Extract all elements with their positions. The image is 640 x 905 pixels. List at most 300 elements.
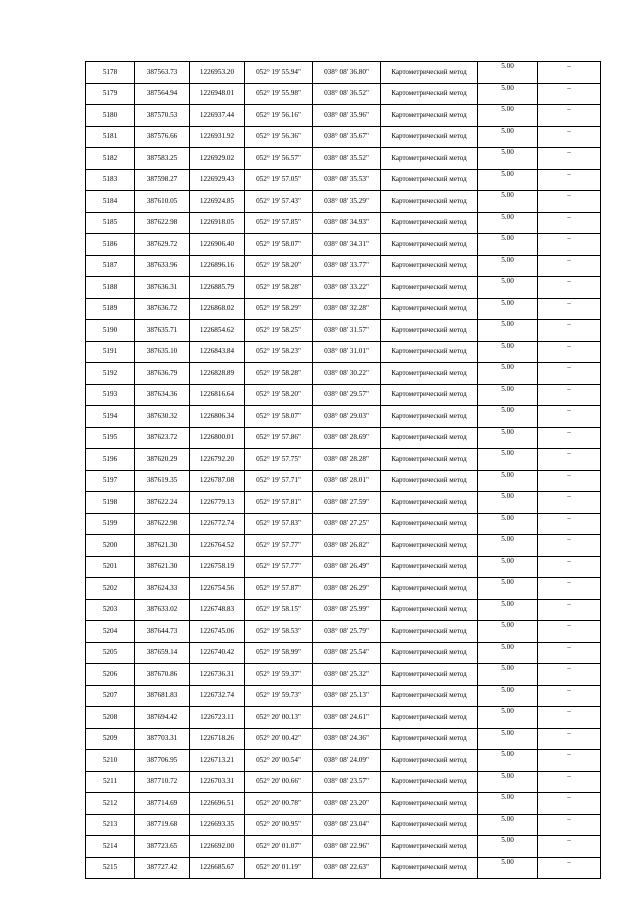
y-coordinate-cell: 1226692.00 xyxy=(190,836,245,858)
latitude-cell: 052° 19' 55.98" xyxy=(245,83,313,105)
table-row xyxy=(86,599,601,621)
table-row xyxy=(86,255,601,277)
latitude-cell: 052° 19' 55.94" xyxy=(245,62,313,84)
point-number-cell: 5196 xyxy=(86,449,135,471)
latitude-cell: 052° 19' 57.77" xyxy=(245,535,313,557)
latitude-cell: 052° 19' 57.05" xyxy=(245,169,313,191)
point-number-cell: 5215 xyxy=(86,857,135,879)
latitude-cell: 052° 19' 58.28" xyxy=(245,363,313,385)
method-cell: Картометрический метод xyxy=(381,427,478,449)
method-cell: Картометрический метод xyxy=(381,599,478,621)
latitude-cell: 052° 19' 57.81" xyxy=(245,492,313,514)
y-coordinate-cell: 1226703.31 xyxy=(190,771,245,793)
method-cell: Картометрический метод xyxy=(381,320,478,342)
table-row xyxy=(86,427,601,449)
note-cell: – xyxy=(538,857,601,879)
longitude-cell: 038° 08' 25.54" xyxy=(313,642,381,664)
table-row xyxy=(86,234,601,256)
method-cell: Картометрический метод xyxy=(381,255,478,277)
error-cell: 5.00 xyxy=(478,728,538,750)
x-coordinate-cell: 387583.25 xyxy=(135,148,190,170)
note-cell: – xyxy=(538,449,601,471)
longitude-cell: 038° 08' 35.29" xyxy=(313,191,381,213)
y-coordinate-cell: 1226953.20 xyxy=(190,62,245,84)
y-coordinate-cell: 1226918.05 xyxy=(190,212,245,234)
point-number-cell: 5213 xyxy=(86,814,135,836)
table-row xyxy=(86,470,601,492)
longitude-cell: 038° 08' 36.80" xyxy=(313,62,381,84)
table-row xyxy=(86,62,601,84)
x-coordinate-cell: 387710.72 xyxy=(135,771,190,793)
note-cell: – xyxy=(538,556,601,578)
error-cell: 5.00 xyxy=(478,621,538,643)
x-coordinate-cell: 387622.24 xyxy=(135,492,190,514)
longitude-cell: 038° 08' 35.67" xyxy=(313,126,381,148)
y-coordinate-cell: 1226924.85 xyxy=(190,191,245,213)
point-number-cell: 5185 xyxy=(86,212,135,234)
error-cell: 5.00 xyxy=(478,406,538,428)
latitude-cell: 052° 19' 57.77" xyxy=(245,556,313,578)
error-cell: 5.00 xyxy=(478,191,538,213)
table-row xyxy=(86,728,601,750)
x-coordinate-cell: 387570.53 xyxy=(135,105,190,127)
table-row xyxy=(86,363,601,385)
point-number-cell: 5178 xyxy=(86,62,135,84)
method-cell: Картометрический метод xyxy=(381,857,478,879)
error-cell: 5.00 xyxy=(478,771,538,793)
y-coordinate-cell: 1226748.83 xyxy=(190,599,245,621)
x-coordinate-cell: 387659.14 xyxy=(135,642,190,664)
method-cell: Картометрический метод xyxy=(381,105,478,127)
error-cell: 5.00 xyxy=(478,148,538,170)
note-cell: – xyxy=(538,341,601,363)
note-cell: – xyxy=(538,191,601,213)
method-cell: Картометрический метод xyxy=(381,62,478,84)
latitude-cell: 052° 19' 58.28" xyxy=(245,277,313,299)
table-row xyxy=(86,535,601,557)
error-cell: 5.00 xyxy=(478,298,538,320)
point-number-cell: 5205 xyxy=(86,642,135,664)
x-coordinate-cell: 387636.31 xyxy=(135,277,190,299)
note-cell: – xyxy=(538,148,601,170)
longitude-cell: 038° 08' 35.53" xyxy=(313,169,381,191)
longitude-cell: 038° 08' 29.03" xyxy=(313,406,381,428)
error-cell: 5.00 xyxy=(478,363,538,385)
x-coordinate-cell: 387694.42 xyxy=(135,707,190,729)
latitude-cell: 052° 19' 58.07" xyxy=(245,234,313,256)
table-row xyxy=(86,857,601,879)
error-cell: 5.00 xyxy=(478,578,538,600)
x-coordinate-cell: 387623.72 xyxy=(135,427,190,449)
point-number-cell: 5214 xyxy=(86,836,135,858)
table-row xyxy=(86,771,601,793)
latitude-cell: 052° 20' 00.95" xyxy=(245,814,313,836)
x-coordinate-cell: 387727.42 xyxy=(135,857,190,879)
table-row xyxy=(86,578,601,600)
error-cell: 5.00 xyxy=(478,836,538,858)
error-cell: 5.00 xyxy=(478,642,538,664)
note-cell: – xyxy=(538,771,601,793)
table-row xyxy=(86,685,601,707)
method-cell: Картометрический метод xyxy=(381,556,478,578)
method-cell: Картометрический метод xyxy=(381,83,478,105)
y-coordinate-cell: 1226787.08 xyxy=(190,470,245,492)
table-body xyxy=(86,62,601,879)
y-coordinate-cell: 1226806.34 xyxy=(190,406,245,428)
table-row xyxy=(86,793,601,815)
note-cell: – xyxy=(538,427,601,449)
note-cell: – xyxy=(538,298,601,320)
latitude-cell: 052° 19' 58.20" xyxy=(245,255,313,277)
latitude-cell: 052° 19' 56.36" xyxy=(245,126,313,148)
longitude-cell: 038° 08' 28.69" xyxy=(313,427,381,449)
point-number-cell: 5184 xyxy=(86,191,135,213)
error-cell: 5.00 xyxy=(478,814,538,836)
longitude-cell: 038° 08' 36.52" xyxy=(313,83,381,105)
table-row xyxy=(86,707,601,729)
point-number-cell: 5192 xyxy=(86,363,135,385)
y-coordinate-cell: 1226948.01 xyxy=(190,83,245,105)
latitude-cell: 052° 19' 58.25" xyxy=(245,320,313,342)
error-cell: 5.00 xyxy=(478,793,538,815)
latitude-cell: 052° 19' 57.87" xyxy=(245,578,313,600)
y-coordinate-cell: 1226929.02 xyxy=(190,148,245,170)
error-cell: 5.00 xyxy=(478,169,538,191)
error-cell: 5.00 xyxy=(478,707,538,729)
longitude-cell: 038° 08' 28.28" xyxy=(313,449,381,471)
latitude-cell: 052° 20' 01.19" xyxy=(245,857,313,879)
longitude-cell: 038° 08' 27.59" xyxy=(313,492,381,514)
table-row xyxy=(86,664,601,686)
y-coordinate-cell: 1226718.26 xyxy=(190,728,245,750)
longitude-cell: 038° 08' 24.61" xyxy=(313,707,381,729)
longitude-cell: 038° 08' 26.29" xyxy=(313,578,381,600)
point-number-cell: 5190 xyxy=(86,320,135,342)
y-coordinate-cell: 1226828.89 xyxy=(190,363,245,385)
method-cell: Картометрический метод xyxy=(381,277,478,299)
point-number-cell: 5180 xyxy=(86,105,135,127)
method-cell: Картометрический метод xyxy=(381,685,478,707)
y-coordinate-cell: 1226885.79 xyxy=(190,277,245,299)
note-cell: – xyxy=(538,793,601,815)
y-coordinate-cell: 1226800.01 xyxy=(190,427,245,449)
method-cell: Картометрический метод xyxy=(381,513,478,535)
latitude-cell: 052° 20' 00.54" xyxy=(245,750,313,772)
error-cell: 5.00 xyxy=(478,857,538,879)
table-row xyxy=(86,642,601,664)
longitude-cell: 038° 08' 25.13" xyxy=(313,685,381,707)
x-coordinate-cell: 387619.35 xyxy=(135,470,190,492)
longitude-cell: 038° 08' 25.79" xyxy=(313,621,381,643)
table-row xyxy=(86,406,601,428)
y-coordinate-cell: 1226693.35 xyxy=(190,814,245,836)
method-cell: Картометрический метод xyxy=(381,814,478,836)
point-number-cell: 5189 xyxy=(86,298,135,320)
note-cell: – xyxy=(538,83,601,105)
point-number-cell: 5208 xyxy=(86,707,135,729)
longitude-cell: 038° 08' 25.99" xyxy=(313,599,381,621)
point-number-cell: 5207 xyxy=(86,685,135,707)
error-cell: 5.00 xyxy=(478,750,538,772)
error-cell: 5.00 xyxy=(478,599,538,621)
longitude-cell: 038° 08' 22.96" xyxy=(313,836,381,858)
method-cell: Картометрический метод xyxy=(381,470,478,492)
point-number-cell: 5183 xyxy=(86,169,135,191)
method-cell: Картометрический метод xyxy=(381,707,478,729)
x-coordinate-cell: 387621.30 xyxy=(135,556,190,578)
x-coordinate-cell: 387719.68 xyxy=(135,814,190,836)
method-cell: Картометрический метод xyxy=(381,449,478,471)
x-coordinate-cell: 387634.36 xyxy=(135,384,190,406)
longitude-cell: 038° 08' 30.22" xyxy=(313,363,381,385)
note-cell: – xyxy=(538,814,601,836)
error-cell: 5.00 xyxy=(478,320,538,342)
latitude-cell: 052° 19' 56.57" xyxy=(245,148,313,170)
longitude-cell: 038° 08' 34.93" xyxy=(313,212,381,234)
y-coordinate-cell: 1226723.11 xyxy=(190,707,245,729)
x-coordinate-cell: 387636.79 xyxy=(135,363,190,385)
y-coordinate-cell: 1226772.74 xyxy=(190,513,245,535)
note-cell: – xyxy=(538,642,601,664)
point-number-cell: 5181 xyxy=(86,126,135,148)
table-row xyxy=(86,341,601,363)
point-number-cell: 5195 xyxy=(86,427,135,449)
longitude-cell: 038° 08' 33.77" xyxy=(313,255,381,277)
point-number-cell: 5202 xyxy=(86,578,135,600)
latitude-cell: 052° 20' 00.78" xyxy=(245,793,313,815)
table-row xyxy=(86,320,601,342)
note-cell: – xyxy=(538,320,601,342)
y-coordinate-cell: 1226713.21 xyxy=(190,750,245,772)
error-cell: 5.00 xyxy=(478,384,538,406)
longitude-cell: 038° 08' 25.32" xyxy=(313,664,381,686)
y-coordinate-cell: 1226740.42 xyxy=(190,642,245,664)
table-row xyxy=(86,449,601,471)
note-cell: – xyxy=(538,169,601,191)
x-coordinate-cell: 387629.72 xyxy=(135,234,190,256)
note-cell: – xyxy=(538,406,601,428)
table-row xyxy=(86,191,601,213)
error-cell: 5.00 xyxy=(478,685,538,707)
method-cell: Картометрический метод xyxy=(381,126,478,148)
longitude-cell: 038° 08' 23.57" xyxy=(313,771,381,793)
method-cell: Картометрический метод xyxy=(381,492,478,514)
longitude-cell: 038° 08' 33.22" xyxy=(313,277,381,299)
latitude-cell: 052° 19' 56.16" xyxy=(245,105,313,127)
x-coordinate-cell: 387644.73 xyxy=(135,621,190,643)
method-cell: Картометрический метод xyxy=(381,298,478,320)
longitude-cell: 038° 08' 34.31" xyxy=(313,234,381,256)
x-coordinate-cell: 387681.83 xyxy=(135,685,190,707)
table-row xyxy=(86,212,601,234)
y-coordinate-cell: 1226745.06 xyxy=(190,621,245,643)
latitude-cell: 052° 19' 58.53" xyxy=(245,621,313,643)
x-coordinate-cell: 387633.96 xyxy=(135,255,190,277)
method-cell: Картометрический метод xyxy=(381,148,478,170)
error-cell: 5.00 xyxy=(478,234,538,256)
table-row xyxy=(86,556,601,578)
table-row xyxy=(86,298,601,320)
note-cell: – xyxy=(538,105,601,127)
error-cell: 5.00 xyxy=(478,212,538,234)
longitude-cell: 038° 08' 26.82" xyxy=(313,535,381,557)
y-coordinate-cell: 1226754.56 xyxy=(190,578,245,600)
error-cell: 5.00 xyxy=(478,341,538,363)
latitude-cell: 052° 20' 00.13" xyxy=(245,707,313,729)
y-coordinate-cell: 1226868.02 xyxy=(190,298,245,320)
coordinates-table xyxy=(85,61,601,879)
x-coordinate-cell: 387714.69 xyxy=(135,793,190,815)
latitude-cell: 052° 19' 59.73" xyxy=(245,685,313,707)
latitude-cell: 052° 19' 58.29" xyxy=(245,298,313,320)
x-coordinate-cell: 387624.33 xyxy=(135,578,190,600)
latitude-cell: 052° 19' 58.20" xyxy=(245,384,313,406)
error-cell: 5.00 xyxy=(478,277,538,299)
latitude-cell: 052° 20' 01.07" xyxy=(245,836,313,858)
table-row xyxy=(86,105,601,127)
point-number-cell: 5210 xyxy=(86,750,135,772)
note-cell: – xyxy=(538,707,601,729)
point-number-cell: 5212 xyxy=(86,793,135,815)
error-cell: 5.00 xyxy=(478,492,538,514)
point-number-cell: 5179 xyxy=(86,83,135,105)
x-coordinate-cell: 387635.71 xyxy=(135,320,190,342)
note-cell: – xyxy=(538,599,601,621)
latitude-cell: 052° 19' 58.15" xyxy=(245,599,313,621)
latitude-cell: 052° 19' 57.71" xyxy=(245,470,313,492)
longitude-cell: 038° 08' 32.28" xyxy=(313,298,381,320)
point-number-cell: 5194 xyxy=(86,406,135,428)
longitude-cell: 038° 08' 26.49" xyxy=(313,556,381,578)
x-coordinate-cell: 387598.27 xyxy=(135,169,190,191)
note-cell: – xyxy=(538,728,601,750)
error-cell: 5.00 xyxy=(478,513,538,535)
method-cell: Картометрический метод xyxy=(381,664,478,686)
error-cell: 5.00 xyxy=(478,449,538,471)
error-cell: 5.00 xyxy=(478,83,538,105)
note-cell: – xyxy=(538,363,601,385)
y-coordinate-cell: 1226937.44 xyxy=(190,105,245,127)
point-number-cell: 5197 xyxy=(86,470,135,492)
y-coordinate-cell: 1226685.67 xyxy=(190,857,245,879)
x-coordinate-cell: 387622.98 xyxy=(135,513,190,535)
table-row xyxy=(86,83,601,105)
table-row xyxy=(86,277,601,299)
y-coordinate-cell: 1226929.43 xyxy=(190,169,245,191)
point-number-cell: 5198 xyxy=(86,492,135,514)
latitude-cell: 052° 19' 57.85" xyxy=(245,212,313,234)
method-cell: Картометрический метод xyxy=(381,578,478,600)
x-coordinate-cell: 387610.05 xyxy=(135,191,190,213)
error-cell: 5.00 xyxy=(478,255,538,277)
longitude-cell: 038° 08' 24.36" xyxy=(313,728,381,750)
latitude-cell: 052° 20' 00.66" xyxy=(245,771,313,793)
note-cell: – xyxy=(538,277,601,299)
longitude-cell: 038° 08' 22.63" xyxy=(313,857,381,879)
latitude-cell: 052° 19' 58.99" xyxy=(245,642,313,664)
note-cell: – xyxy=(538,664,601,686)
error-cell: 5.00 xyxy=(478,535,538,557)
longitude-cell: 038° 08' 31.57" xyxy=(313,320,381,342)
point-number-cell: 5204 xyxy=(86,621,135,643)
x-coordinate-cell: 387564.94 xyxy=(135,83,190,105)
table-row xyxy=(86,169,601,191)
latitude-cell: 052° 19' 57.43" xyxy=(245,191,313,213)
y-coordinate-cell: 1226896.16 xyxy=(190,255,245,277)
point-number-cell: 5209 xyxy=(86,728,135,750)
table-row xyxy=(86,492,601,514)
latitude-cell: 052° 19' 58.23" xyxy=(245,341,313,363)
latitude-cell: 052° 19' 59.37" xyxy=(245,664,313,686)
longitude-cell: 038° 08' 35.96" xyxy=(313,105,381,127)
note-cell: – xyxy=(538,255,601,277)
method-cell: Картометрический метод xyxy=(381,535,478,557)
method-cell: Картометрический метод xyxy=(381,621,478,643)
x-coordinate-cell: 387670.86 xyxy=(135,664,190,686)
longitude-cell: 038° 08' 29.57" xyxy=(313,384,381,406)
point-number-cell: 5201 xyxy=(86,556,135,578)
error-cell: 5.00 xyxy=(478,427,538,449)
x-coordinate-cell: 387621.30 xyxy=(135,535,190,557)
longitude-cell: 038° 08' 35.52" xyxy=(313,148,381,170)
latitude-cell: 052° 20' 00.42" xyxy=(245,728,313,750)
x-coordinate-cell: 387622.98 xyxy=(135,212,190,234)
note-cell: – xyxy=(538,212,601,234)
latitude-cell: 052° 19' 57.75" xyxy=(245,449,313,471)
note-cell: – xyxy=(538,578,601,600)
table-row xyxy=(86,621,601,643)
method-cell: Картометрический метод xyxy=(381,384,478,406)
error-cell: 5.00 xyxy=(478,664,538,686)
x-coordinate-cell: 387703.31 xyxy=(135,728,190,750)
latitude-cell: 052° 19' 57.86" xyxy=(245,427,313,449)
x-coordinate-cell: 387723.65 xyxy=(135,836,190,858)
note-cell: – xyxy=(538,470,601,492)
longitude-cell: 038° 08' 28.01" xyxy=(313,470,381,492)
table-row xyxy=(86,836,601,858)
y-coordinate-cell: 1226906.40 xyxy=(190,234,245,256)
point-number-cell: 5193 xyxy=(86,384,135,406)
x-coordinate-cell: 387576.66 xyxy=(135,126,190,148)
method-cell: Картометрический метод xyxy=(381,771,478,793)
point-number-cell: 5206 xyxy=(86,664,135,686)
point-number-cell: 5211 xyxy=(86,771,135,793)
table-row xyxy=(86,148,601,170)
note-cell: – xyxy=(538,685,601,707)
table-row xyxy=(86,750,601,772)
method-cell: Картометрический метод xyxy=(381,642,478,664)
point-number-cell: 5188 xyxy=(86,277,135,299)
point-number-cell: 5186 xyxy=(86,234,135,256)
point-number-cell: 5191 xyxy=(86,341,135,363)
method-cell: Картометрический метод xyxy=(381,836,478,858)
longitude-cell: 038° 08' 23.04" xyxy=(313,814,381,836)
note-cell: – xyxy=(538,126,601,148)
error-cell: 5.00 xyxy=(478,126,538,148)
y-coordinate-cell: 1226764.52 xyxy=(190,535,245,557)
y-coordinate-cell: 1226931.92 xyxy=(190,126,245,148)
note-cell: – xyxy=(538,384,601,406)
method-cell: Картометрический метод xyxy=(381,406,478,428)
method-cell: Картометрический метод xyxy=(381,191,478,213)
note-cell: – xyxy=(538,62,601,84)
method-cell: Картометрический метод xyxy=(381,169,478,191)
x-coordinate-cell: 387630.32 xyxy=(135,406,190,428)
point-number-cell: 5200 xyxy=(86,535,135,557)
note-cell: – xyxy=(538,750,601,772)
longitude-cell: 038° 08' 23.20" xyxy=(313,793,381,815)
table-row xyxy=(86,814,601,836)
